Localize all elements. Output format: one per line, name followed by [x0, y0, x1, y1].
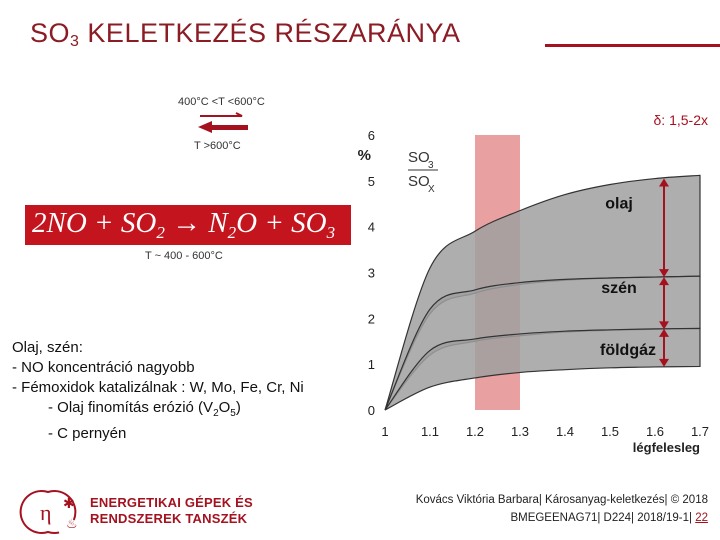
y-tick-label: 4	[367, 219, 375, 235]
page-number: 22	[695, 512, 708, 524]
reaction-equation: $2NO + SO_2 \to N_2O + SO_3$	[32, 207, 336, 242]
temp-forward-label: 400°C <T <600°C	[178, 96, 265, 108]
y-tick-label: 6	[367, 128, 375, 143]
x-axis-label: légfelesleg	[632, 440, 700, 455]
x-tick-label: 1.7	[690, 424, 710, 439]
note-line: - Olaj finomítás erózió $(V_2O_5)$	[48, 399, 241, 419]
note-line: - C pernyén	[48, 425, 127, 442]
snowflake-icon: ✱	[63, 495, 75, 511]
footer-line1: Kovács Viktória Barbara| Károsanyag-keletkezés| © 2018	[415, 494, 708, 506]
footer-line2: BMEGEENAG71| D224| 2018/19-1| 22	[510, 512, 708, 524]
note-line: Olaj, szén:	[12, 339, 83, 356]
y-tick-label: 0	[367, 403, 375, 418]
x-tick-label: 1.4	[555, 424, 575, 439]
y-tick-label: 1	[367, 357, 375, 373]
logo-line2: RENDSZEREK TANSZÉK	[90, 511, 248, 526]
ratio-numerator: SO	[408, 149, 430, 166]
delta-label: δ: 1,5-2x	[653, 112, 708, 128]
x-tick-label: 1.2	[465, 424, 485, 439]
ratio-denominator: SO	[408, 173, 430, 190]
y-tick-label: 3	[367, 265, 375, 281]
band-label-olaj: olaj	[605, 195, 633, 213]
slide-title: $SO_3$ KELETKEZÉS RÉSZARÁNYA	[30, 18, 461, 50]
x-tick-label: 1	[381, 424, 389, 439]
band-label-foldgaz: földgáz	[600, 342, 656, 359]
x-tick-label: 1.5	[600, 424, 620, 439]
eta-symbol: η	[40, 500, 52, 525]
forward-arrow	[200, 113, 242, 116]
y-tick-label: 5	[367, 173, 375, 189]
so3-ratio-chart	[357, 110, 720, 460]
band-label-szen: szén	[601, 280, 637, 298]
flame-icon: ♨	[66, 516, 78, 531]
logo-line1: ENERGETIKAI GÉPEK ÉS	[90, 495, 253, 510]
note-line: - Fémoxidok katalizálnak : W, Mo, Fe, Cr, Ni	[12, 379, 304, 396]
equilibrium-arrows	[196, 112, 256, 134]
note-line: - NO koncentráció nagyobb	[12, 359, 195, 376]
reverse-arrow	[198, 121, 248, 133]
title-accent-line	[545, 44, 720, 47]
ratio-numerator-sub: 3	[428, 160, 434, 171]
ratio-denominator-sub: X	[428, 184, 435, 195]
x-tick-label: 1.3	[510, 424, 530, 439]
y-tick-label: 2	[367, 311, 375, 327]
department-logo-icon	[8, 488, 88, 536]
notes-block	[12, 338, 304, 444]
temp-range-label: T ~ 400 - 600°C	[145, 250, 223, 262]
temp-reverse-label: T >600°C	[194, 140, 241, 152]
y-axis-label: %	[357, 147, 371, 164]
x-tick-label: 1.6	[645, 424, 665, 439]
x-tick-label: 1.1	[420, 424, 440, 439]
